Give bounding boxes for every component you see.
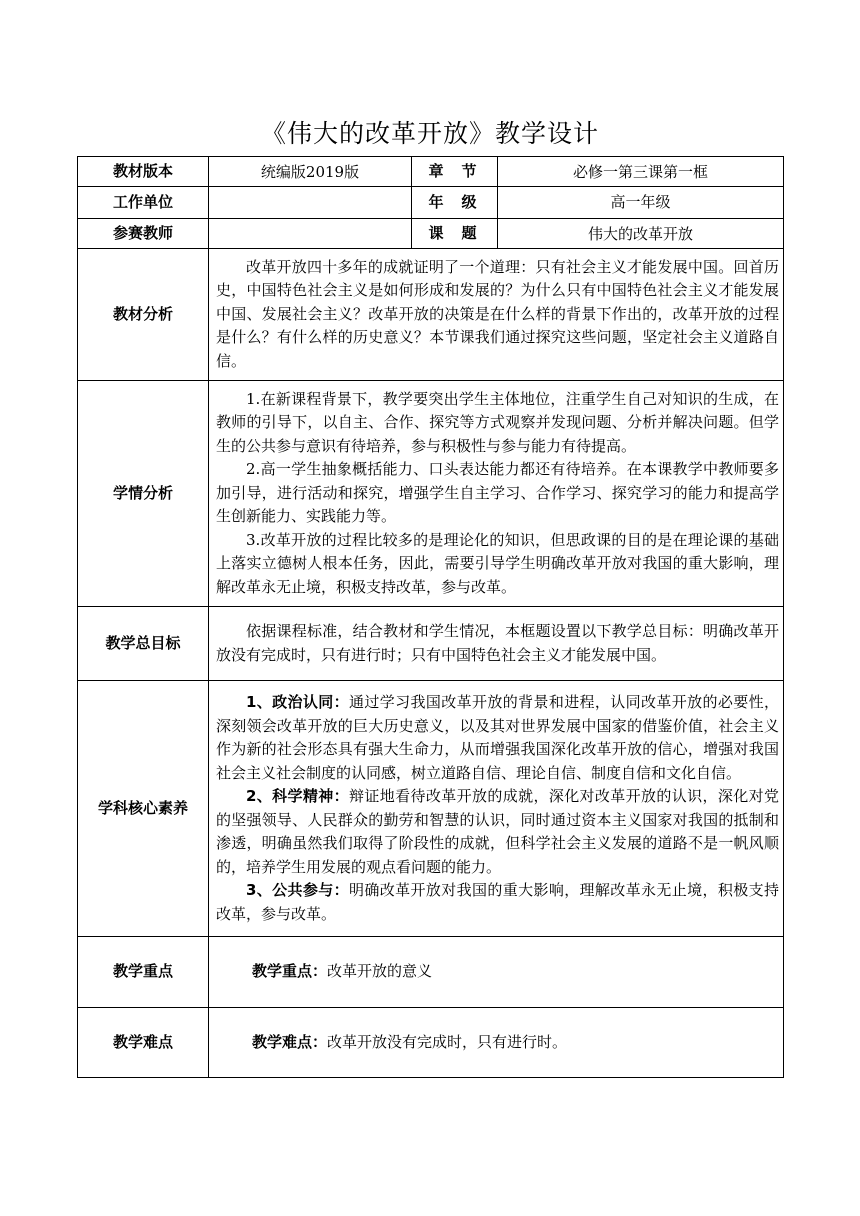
- teaching-goal-content: [209, 607, 784, 681]
- core-literacy-p1-head: 1、政治认同：: [246, 693, 350, 711]
- row-material-analysis: [78, 249, 784, 381]
- core-literacy-p3-head: 3、公共参与：: [246, 881, 350, 899]
- difficult-point-label: 教学难点: [78, 1008, 209, 1078]
- core-literacy-p2: [216, 785, 779, 879]
- core-literacy-p3-body: 明确改革开放对我国的重大影响，理解改革永无止境，积极支持改革，参与改革。: [216, 881, 779, 923]
- teaching-goal-text: 依据课程标准，结合教材和学生情况，本框题设置以下教学总目标：明确改革开放没有完成时，只有进行时；只有中国特色社会主义才能发展中国。: [216, 622, 779, 664]
- topic-label: 课题: [412, 219, 498, 249]
- row-key-point: [78, 937, 784, 1008]
- core-literacy-content: [209, 681, 784, 937]
- core-literacy-p2-head: 2、科学精神：: [246, 787, 350, 805]
- material-analysis-content: [209, 249, 784, 381]
- row-difficult-point: [78, 1008, 784, 1078]
- student-analysis-content: [209, 381, 784, 607]
- grade-label: 年级: [412, 187, 498, 219]
- teaching-goal-label: 教学总目标: [78, 607, 209, 681]
- key-point-head: 教学重点：: [252, 962, 328, 981]
- core-literacy-p2-body: 辩证地看待改革开放的成就，深化对改革开放的认识，深化对党的坚强领导、人民群众的勤劳和智慧的认识，同时通过资本主义国家对我国的抵制和渗透，明确虽然我们取得了阶段性的成就，但科学社会主义发展的道路不是一帆风顺的，培养学生用发展的观点看问题的能力。: [216, 787, 779, 876]
- student-analysis-p1: 1.在新课程背景下，教学要突出学生主体地位，注重学生自己对知识的生成，在教师的引导下，以自主、合作、探究等方式观察并发现问题、分析并解决问题。但学生的公共参与意识有待培养，参与积极性与参与能力有待提高。: [216, 389, 779, 455]
- difficult-point-body: 改革开放没有完成时，只有进行时。: [327, 1032, 568, 1051]
- student-analysis-p2: 2.高一学生抽象概括能力、口头表达能力都还有待培养。在本课教学中教师要多加引导，进行活动和探究，增强学生自主学习、合作学习、探究学习的能力和提高学生创新能力、实践能力等。: [216, 460, 779, 526]
- core-literacy-label: 学科核心素养: [78, 681, 209, 937]
- row-core-literacy: [78, 681, 784, 937]
- grade-value: 高一年级: [498, 187, 784, 219]
- core-literacy-p1-body: 通过学习我国改革开放的背景和进程，认同改革开放的必要性，深刻领会改革开放的巨大历史意义，以及其对世界发展中国家的借鉴价值，社会主义作为新的社会形态具有强大生命力，从而增强我国深化改革开放的信心，增强对我国社会主义社会制度的认同感，树立道路自信、理论自信、制度自信和文化自信。: [216, 693, 779, 782]
- row-teaching-goal: [78, 607, 784, 681]
- topic-value: 伟大的改革开放: [498, 219, 784, 249]
- material-analysis-label: 教材分析: [78, 249, 209, 381]
- unit-value: [209, 187, 412, 219]
- difficult-point-head: 教学难点：: [252, 1032, 328, 1051]
- row-unit-grade: [78, 187, 784, 219]
- core-literacy-p3: [216, 879, 779, 926]
- material-analysis-text: 改革开放四十多年的成就证明了一个道理：只有社会主义才能发展中国。回首历史，中国特色社会主义是如何形成和发展的？为什么只有中国特色社会主义才能发展中国、发展社会主义？改革开放的决策是在什么样的背景下作出的，改革开放的过程是什么？有什么样的历史意义？本节课我们通过探究这些问题，坚定社会主义道路自信。: [216, 257, 779, 370]
- row-edition-chapter: [78, 157, 784, 187]
- unit-label: 工作单位: [78, 187, 209, 219]
- student-analysis-label: 学情分析: [78, 381, 209, 607]
- document-title: 《伟大的改革开放》教学设计: [260, 119, 599, 148]
- teacher-label: 参赛教师: [78, 219, 209, 249]
- student-analysis-p3: 3.改革开放的过程比较多的是理论化的知识，但思政课的目的是在理论课的基础上落实立德树人根本任务，因此，需要引导学生明确改革开放对我国的重大影响，理解改革永无止境，积极支持改革，参与改革。: [216, 530, 779, 596]
- chapter-value: 必修一第三课第一框: [498, 157, 784, 187]
- edition-label: 教材版本: [78, 157, 209, 187]
- core-literacy-p1: [216, 691, 779, 785]
- lesson-plan-table: [77, 156, 784, 1078]
- teacher-value: [209, 219, 412, 249]
- edition-value: 统编版2019版: [209, 157, 412, 187]
- chapter-label: 章节: [412, 157, 498, 187]
- row-teacher-topic: [78, 219, 784, 249]
- key-point-body: 改革开放的意义: [327, 962, 433, 981]
- row-student-analysis: [78, 381, 784, 607]
- key-point-content: [209, 937, 784, 1008]
- difficult-point-content: [209, 1008, 784, 1078]
- key-point-label: 教学重点: [78, 937, 209, 1008]
